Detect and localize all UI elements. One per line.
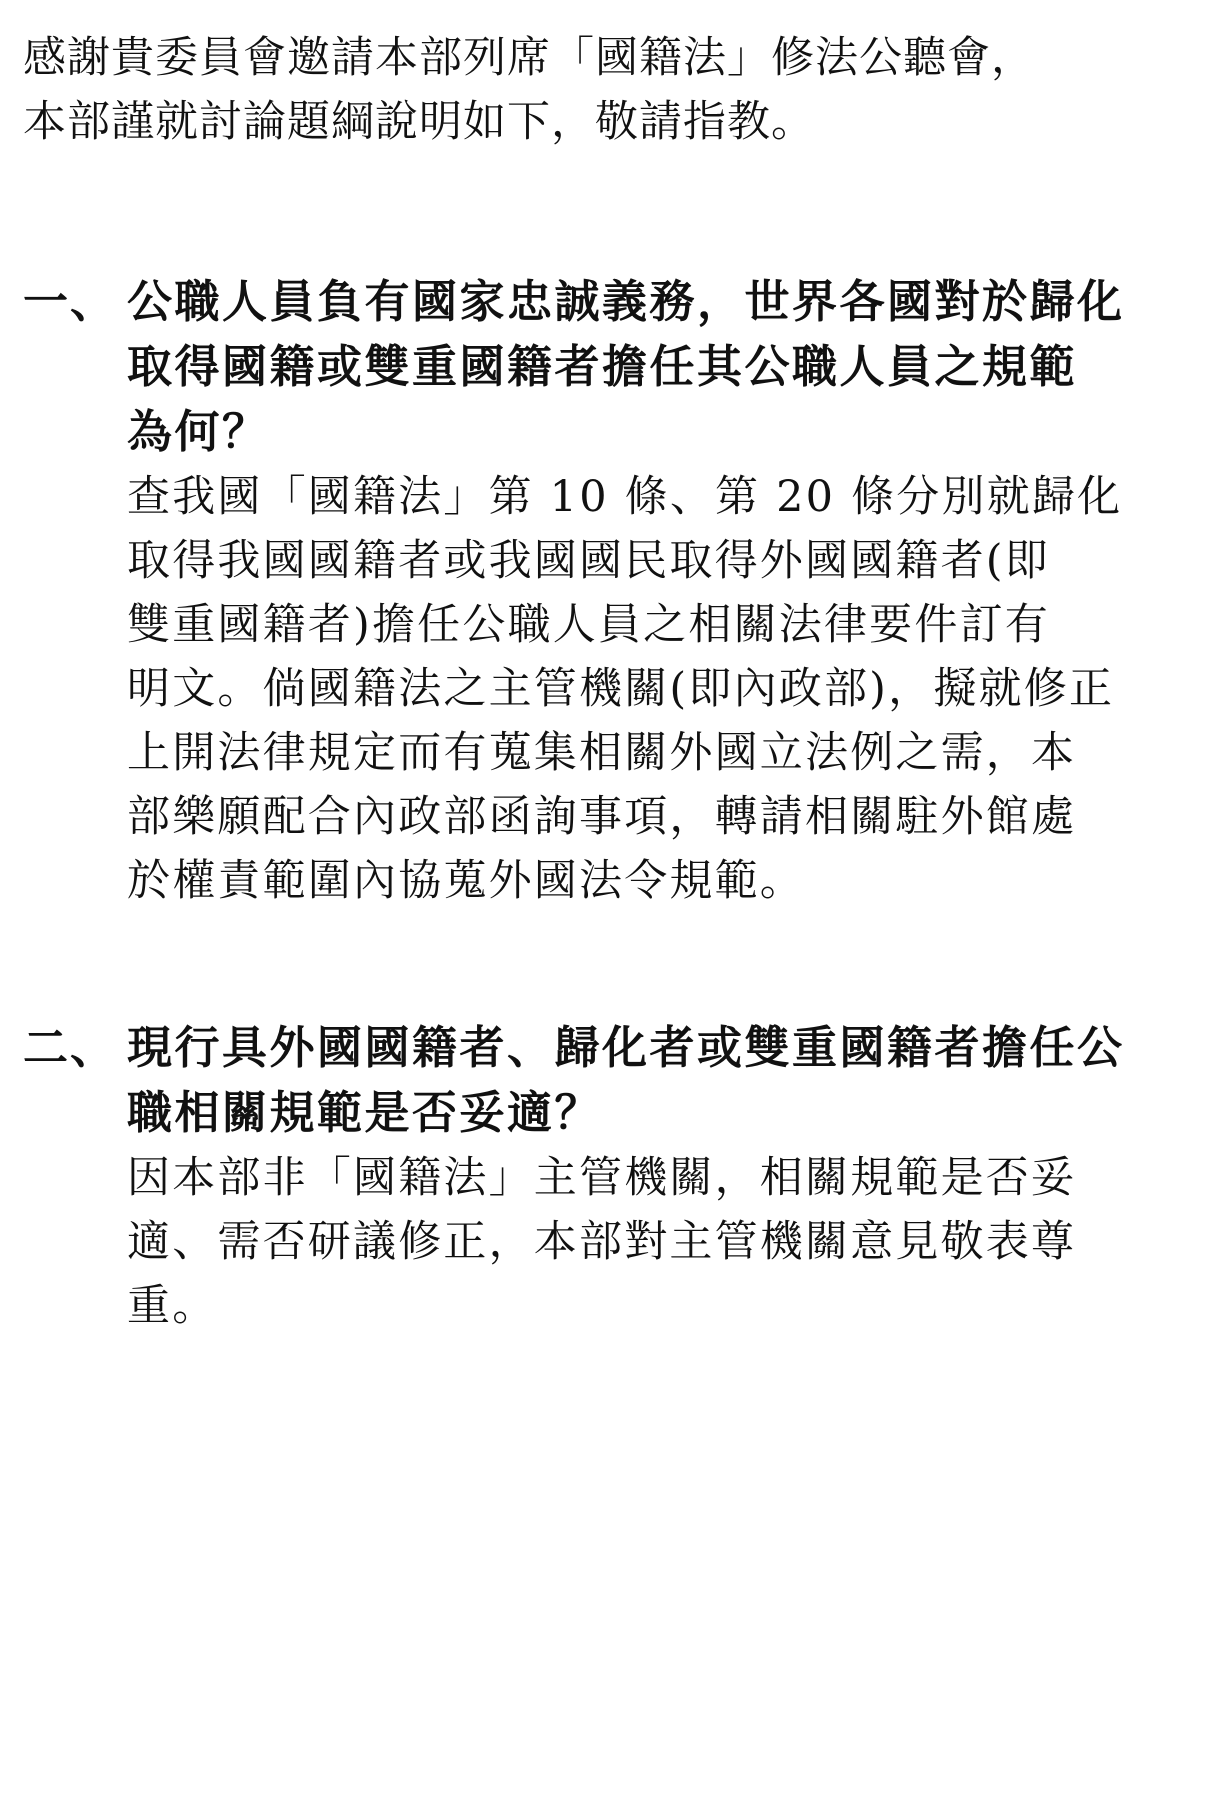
answer-line: 重。	[127, 1281, 218, 1331]
answer-line: 取得我國國籍者或我國國民取得外國國籍者(即	[127, 536, 1050, 586]
answer-line: 明文。倘國籍法之主管機關(即內政部)，擬就修正	[127, 664, 1115, 714]
answer-line: 因本部非「國籍法」主管機關，相關規範是否妥	[127, 1153, 1077, 1203]
answer-line: 上開法律規定而有蒐集相關外國立法例之需，本	[127, 728, 1077, 778]
answer-line: 雙重國籍者)擔任公職人員之相關法律要件訂有	[127, 600, 1050, 650]
question-line: 公職人員負有國家忠誠義務，世界各國對於歸化	[127, 275, 1125, 328]
question-line: 取得國籍或雙重國籍者擔任其公職人員之規範	[127, 340, 1078, 393]
intro-line: 感謝貴委員會邀請本部列席「國籍法」修法公聽會，	[23, 33, 1035, 83]
answer-line: 於權責範圍內協蒐外國法令規範。	[127, 856, 805, 906]
intro-line: 本部謹就討論題綱說明如下，敬請指教。	[23, 97, 815, 147]
section-number: 一、	[23, 275, 118, 328]
question-line: 為何？	[127, 405, 270, 458]
answer-line: 適、需否研議修正，本部對主管機關意見敬表尊	[127, 1217, 1077, 1267]
question-line: 現行具外國國籍者、歸化者或雙重國籍者擔任公	[127, 1021, 1125, 1074]
answer-line: 部樂願配合內政部函詢事項，轉請相關駐外館處	[127, 792, 1077, 842]
question-line: 職相關規範是否妥適？	[127, 1086, 603, 1139]
section-number: 二、	[23, 1021, 118, 1074]
answer-line: 查我國「國籍法」第 10 條、第 20 條分別就歸化	[127, 472, 1123, 522]
